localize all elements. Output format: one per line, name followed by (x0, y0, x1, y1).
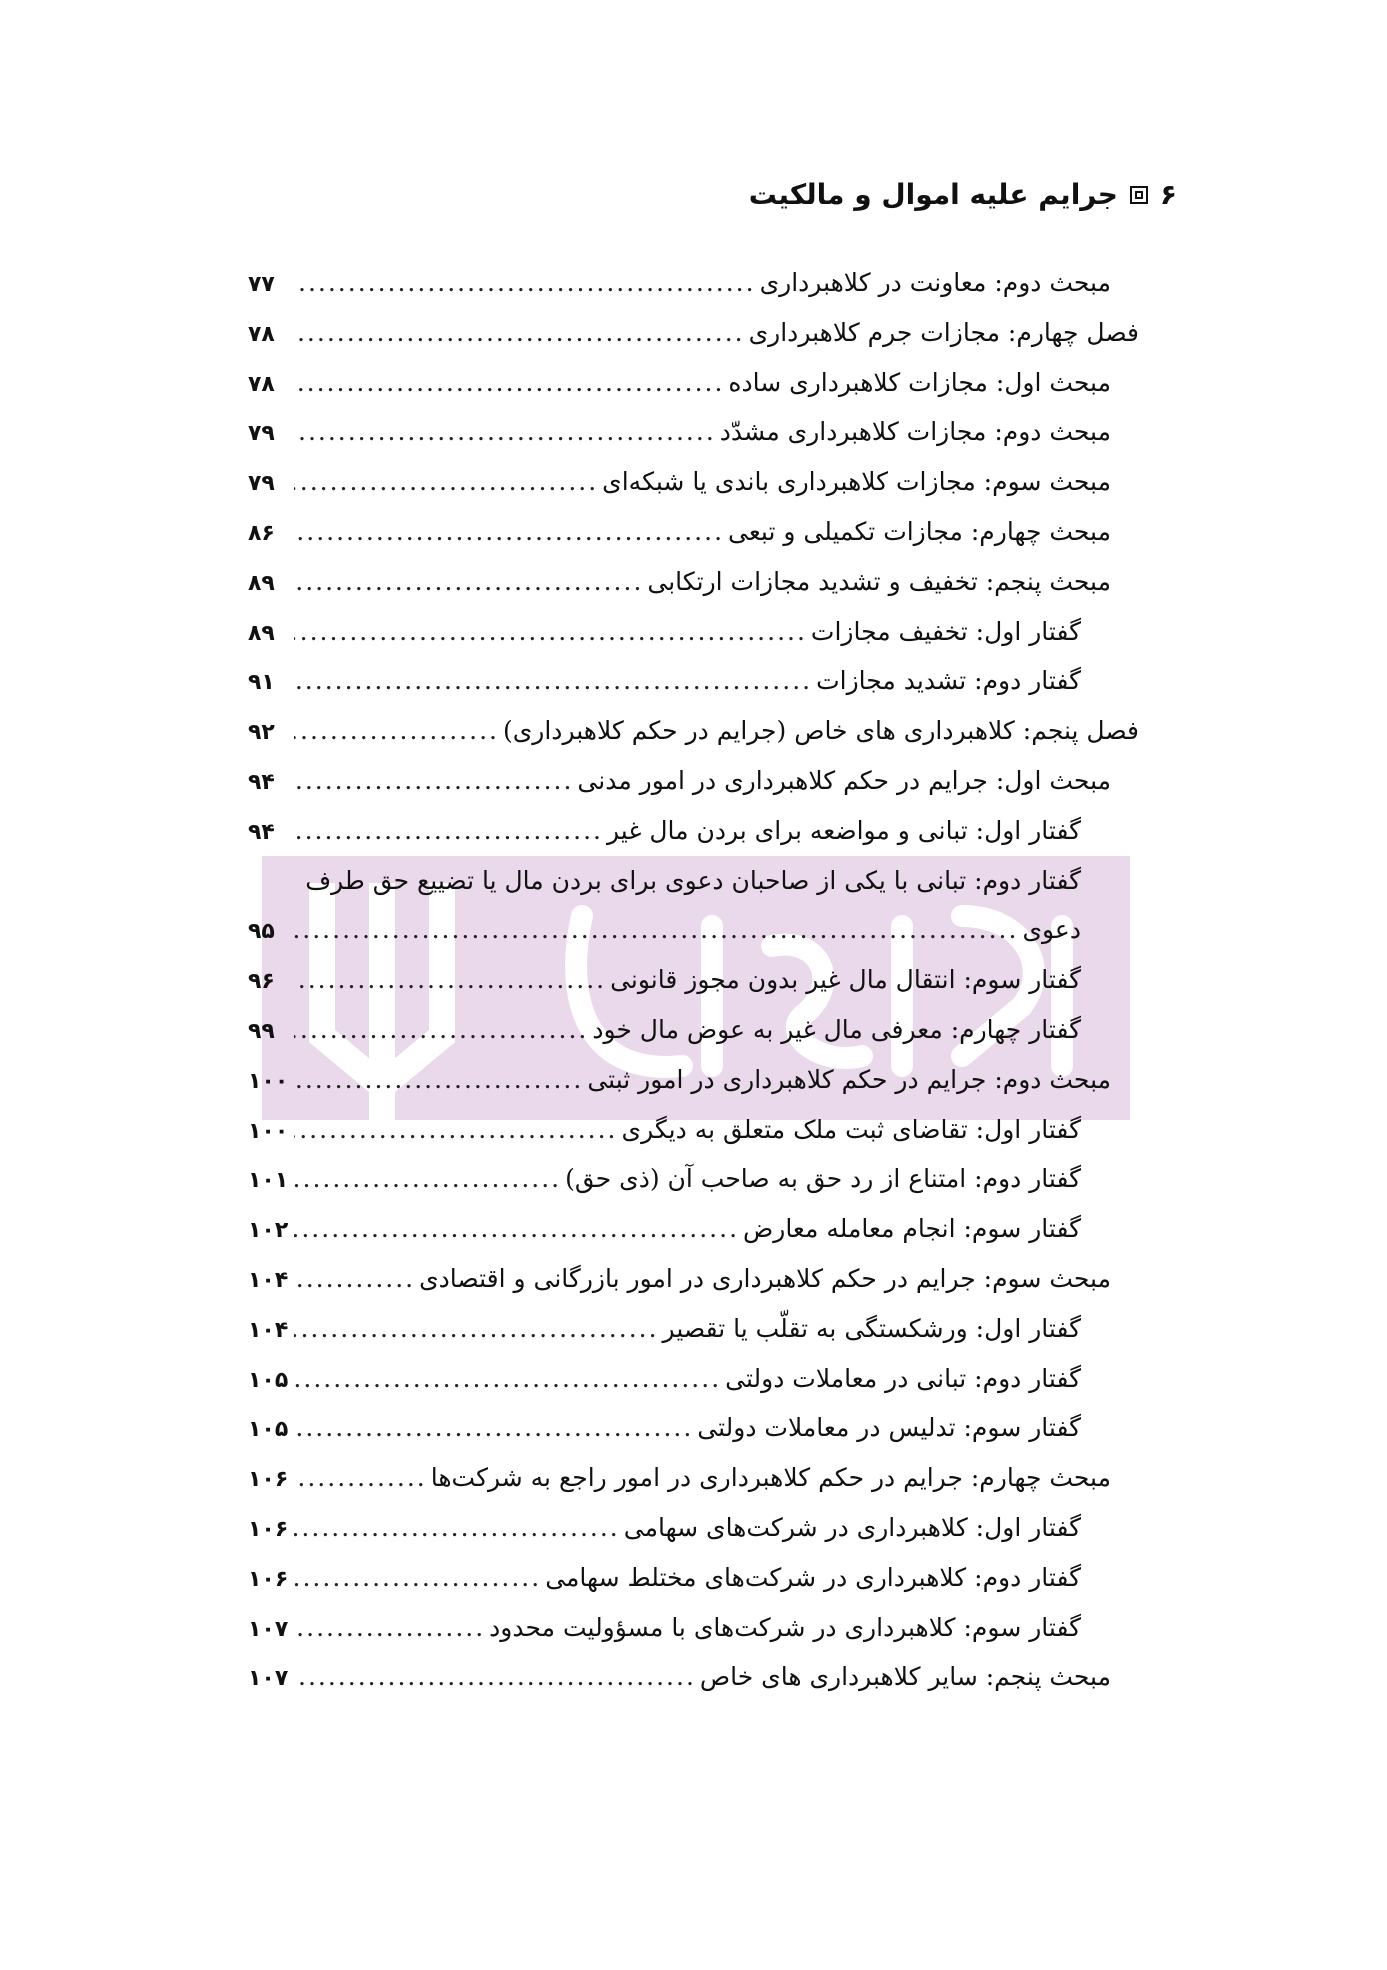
toc-section-entry[interactable] (248, 1455, 1111, 1501)
toc-entry-title: گفتار سوم: انتقال مال غیر بدون مجوز قانونی (610, 965, 1081, 995)
header-page-number: ۶ (1159, 178, 1177, 211)
toc-subsection-entry[interactable] (248, 658, 1081, 704)
toc-entry-title: گفتار اول: کلاهبرداری در شرکت‌های سهامی (623, 1513, 1081, 1542)
toc-subsection-entry[interactable] (248, 1306, 1081, 1352)
toc-section-entry[interactable] (248, 260, 1111, 306)
dot-leader (294, 1206, 739, 1252)
toc-section-entry[interactable] (248, 1654, 1111, 1700)
dot-leader (294, 1654, 696, 1700)
toc-subsection-entry[interactable] (248, 1605, 1081, 1651)
toc-page-number: ۷۸ (248, 321, 275, 347)
toc-page-number: ۹۴ (248, 819, 275, 845)
toc-entry-title: مبحث چهارم: مجازات تکمیلی و تبعی (728, 517, 1111, 546)
toc-subsection-entry[interactable] (248, 609, 1081, 655)
toc-page-number: ۱۰۷ (248, 1666, 289, 1692)
dot-leader (294, 1057, 583, 1103)
dot-leader (294, 360, 724, 406)
dot-leader (294, 1306, 659, 1352)
toc-page-number: ۱۰۶ (248, 1566, 289, 1592)
toc-entry-title: مبحث دوم: جرایم در حکم کلاهبرداری در امور ثبتی (587, 1064, 1111, 1094)
toc-entry-title: گفتار اول: تبانی و مواضعه برای بردن مال غیر (607, 815, 1081, 845)
toc-entry-title: مبحث سوم: مجازات کلاهبرداری باندی یا شبکه‌ای (602, 467, 1111, 497)
toc-page-number: ۱۰۵ (248, 1417, 289, 1443)
toc-entry-title: گفتار دوم: کلاهبرداری در شرکت‌های مختلط سهامی (545, 1562, 1081, 1592)
toc-section-entry[interactable] (248, 559, 1111, 605)
toc-entry-title: گفتار اول: تخفیف مجازات (810, 616, 1081, 646)
double-square-icon (1130, 186, 1148, 204)
toc-subsection-entry[interactable] (248, 1356, 1081, 1402)
toc-entry-title: گفتار دوم: امتناع از رد حق به صاحب آن (ذی حق) (565, 1164, 1081, 1194)
toc-entry-title: مبحث اول: مجازات کلاهبرداری ساده (728, 367, 1111, 397)
dot-leader (294, 1256, 415, 1302)
toc-entry-title: مبحث پنجم: تخفیف و تشدید مجازات ارتکابی (647, 566, 1111, 596)
toc-entry-title-line: گفتار دوم: تبانی با یکی از صاحبان دعوی برای بردن مال یا تضییع حق طرف (305, 865, 1081, 895)
toc-page-number: ۹۱ (248, 670, 275, 696)
toc-page-number: ۷۷ (248, 272, 275, 297)
toc-entry[interactable] (248, 907, 1081, 953)
dot-leader (294, 1605, 485, 1651)
toc-entry-title: گفتار اول: تقاضای ثبت ملک متعلق به دیگری (621, 1114, 1081, 1144)
toc-page-number: ۱۰۱ (248, 1168, 289, 1194)
toc-page-number: ۱۰۶ (248, 1467, 289, 1493)
dot-leader (294, 957, 606, 1003)
dot-leader (294, 658, 812, 704)
toc-subsection-entry[interactable] (248, 957, 1081, 1003)
dot-leader (294, 1505, 620, 1551)
toc-entry-title: مبحث پنجم: سایر کلاهبرداری های خاص (699, 1662, 1111, 1692)
toc-subsection-entry[interactable] (248, 1555, 1081, 1601)
toc-entry-title: مبحث چهارم: جرایم در حکم کلاهبرداری در امور راجع به شرکت‌ها (430, 1463, 1111, 1493)
toc-chapter-entry[interactable] (248, 708, 1139, 754)
toc-page-number: ۱۰۴ (248, 1268, 289, 1293)
toc-entry-title: مبحث اول: جرایم در حکم کلاهبرداری در امور مدنی (577, 766, 1111, 795)
dot-leader (294, 260, 756, 306)
header-book-title: جرایم علیه اموال و مالکیت (748, 178, 1118, 211)
toc-page-number: ۷۸ (248, 371, 275, 397)
dot-leader (294, 310, 745, 356)
dot-leader (294, 1405, 693, 1451)
toc-entry-title: فصل پنجم: کلاهبرداری های خاص (جرایم در حکم کلاهبرداری) (502, 716, 1139, 746)
toc-entry-title: گفتار سوم: تدلیس در معاملات دولتی (697, 1413, 1081, 1443)
toc-entry-title: گفتار سوم: انجام معامله معارض (743, 1214, 1081, 1244)
toc-page-number: ۹۶ (248, 969, 275, 995)
toc-page-number: ۸۶ (248, 521, 275, 546)
toc-entry-title: مبحث دوم: معاونت در کلاهبرداری (759, 268, 1111, 297)
dot-leader (294, 1555, 541, 1601)
dot-leader (294, 559, 643, 605)
dot-leader (294, 1156, 561, 1202)
toc-chapter-entry[interactable] (248, 310, 1139, 356)
toc-subsection-entry[interactable] (248, 1405, 1081, 1451)
dot-leader (294, 1107, 618, 1153)
running-header (749, 178, 1177, 211)
toc-page-number: ۱۰۴ (248, 1317, 289, 1343)
toc-page-number: ۱۰۵ (248, 1367, 289, 1393)
toc-page-number: ۸۹ (248, 620, 275, 646)
dot-leader (294, 459, 598, 505)
dot-leader (294, 758, 573, 804)
toc-page-number: ۹۴ (248, 770, 275, 795)
toc-page-number: ۹۹ (248, 1019, 275, 1044)
toc-section-entry[interactable] (248, 459, 1111, 505)
toc-entry-title: گفتار اول: ورشکستگی به تقلّب یا تقصیر (662, 1313, 1081, 1343)
toc-page-number: ۱۰۰ (248, 1068, 289, 1094)
toc-entry-title: گفتار دوم: تبانی در معاملات دولتی (725, 1363, 1081, 1393)
toc-section-entry[interactable] (248, 1256, 1111, 1302)
toc-page-number: ۷۹ (248, 471, 275, 497)
toc-subsection-entry[interactable] (248, 808, 1081, 854)
toc-entry-title: گفتار چهارم: معرفی مال غیر به عوض مال خود (592, 1015, 1081, 1044)
toc-entry-title: گفتار سوم: کلاهبرداری در شرکت‌های با مسؤولیت محدود (489, 1612, 1081, 1642)
toc-entry-title: فصل چهارم: مجازات جرم کلاهبرداری (748, 317, 1139, 347)
toc-section-entry[interactable] (248, 360, 1111, 406)
dot-leader (294, 609, 807, 655)
toc-subsection-entry[interactable] (248, 1505, 1081, 1551)
dot-leader (294, 1356, 721, 1402)
toc-section-entry[interactable] (248, 409, 1111, 455)
toc-entry-title: مبحث دوم: مجازات کلاهبرداری مشدّد (719, 417, 1111, 447)
dot-leader (294, 1455, 427, 1501)
toc-section-entry[interactable] (248, 1057, 1111, 1103)
dot-leader (294, 509, 724, 555)
toc-subsection-entry[interactable] (248, 1007, 1081, 1053)
toc-page-number: ۱۰۰ (248, 1118, 289, 1144)
toc-section-entry[interactable] (248, 758, 1111, 804)
toc-page-number: ۹۲ (248, 720, 275, 746)
toc-page-number: ۱۰۲ (248, 1218, 289, 1244)
toc-entry-title: گفتار دوم: تشدید مجازات (816, 666, 1081, 696)
toc-subsection-entry[interactable] (248, 1107, 1081, 1153)
toc-page-number: ۹۵ (248, 919, 275, 945)
dot-leader (294, 708, 499, 754)
dot-leader (294, 808, 603, 854)
toc-page-number: ۷۹ (248, 421, 275, 447)
toc-entry-title: دعوی (1022, 915, 1081, 945)
dot-leader (294, 907, 1018, 953)
toc-entry-title: مبحث سوم: جرایم در حکم کلاهبرداری در امور بازرگانی و اقتصادی (419, 1264, 1111, 1293)
toc-subsection-entry[interactable] (248, 1206, 1081, 1252)
dot-leader (294, 1007, 588, 1053)
toc-page-number: ۱۰۷ (248, 1616, 289, 1642)
toc-section-entry[interactable] (248, 509, 1111, 555)
toc-page-number: ۱۰۶ (248, 1517, 289, 1542)
dot-leader (294, 409, 716, 455)
toc-page-number: ۸۹ (248, 570, 275, 596)
toc-subsection-entry[interactable] (248, 1156, 1081, 1202)
